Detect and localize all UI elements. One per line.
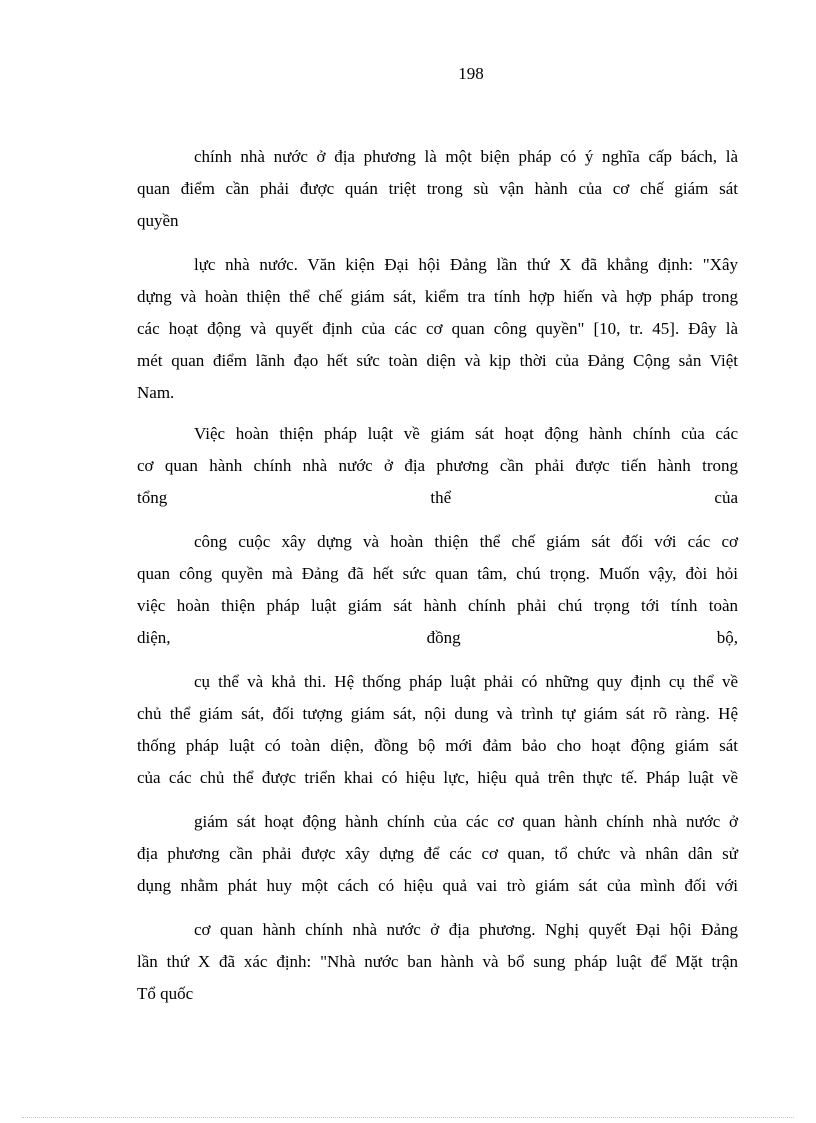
paragraph: [137, 141, 738, 237]
text-line: Nam.: [137, 383, 175, 402]
paragraph: [137, 526, 738, 654]
document-body: [137, 141, 738, 1010]
text-line: diện, đồng bộ,: [137, 628, 738, 647]
text-line: cụ thể và khả thi. Hệ thống pháp luật phải có những quy định cụ thể về: [194, 672, 738, 691]
text-line: dựng và hoàn thiện thể chế giám sát, kiểm tra tính hợp hiến và hợp pháp trong: [137, 287, 738, 306]
text-line: Tổ quốc: [137, 984, 194, 1003]
text-line: quan điểm cần phải được quán triệt trong sù vận hành của cơ chế giám sát: [137, 179, 738, 198]
text-line: chủ thể giám sát, đối tượng giám sát, nội dung và trình tự giám sát rõ ràng. Hệ: [137, 704, 738, 723]
text-line: cơ quan hành chính nhà nước ở địa phương. Nghị quyết Đại hội Đảng: [194, 920, 738, 939]
text-line: chính nhà nước ở địa phương là một biện pháp có ý nghĩa cấp bách, là: [194, 147, 738, 166]
text-line: quyền: [137, 211, 179, 230]
text-line: quan công quyền mà Đảng đã hết sức quan tâm, chú trọng. Muốn vậy, đòi hỏi: [137, 564, 738, 583]
text-line: việc hoàn thiện pháp luật giám sát hành chính phải chú trọng tới tính toàn: [137, 596, 738, 615]
text-line: lực nhà nước. Văn kiện Đại hội Đảng lần thứ X đã khẳng định: "Xây: [194, 255, 738, 274]
text-line: địa phương cần phải được xây dựng để các cơ quan, tổ chức và nhân dân sử: [137, 844, 738, 863]
paragraph: [137, 806, 738, 902]
text-line: mét quan điểm lãnh đạo hết sức toàn diện và kịp thời của Đảng Cộng sản Việt: [137, 351, 738, 370]
page-number: [0, 64, 816, 84]
text-line: tổng thể của: [137, 488, 738, 507]
text-line: của các chủ thể được triển khai có hiệu lực, hiệu quả trên thực tế. Pháp luật về: [137, 768, 738, 787]
text-line: công cuộc xây dựng và hoàn thiện thể chế giám sát đối với các cơ: [194, 532, 738, 551]
text-line: lần thứ X đã xác định: "Nhà nước ban hành và bổ sung pháp luật để Mặt trận: [137, 952, 738, 971]
page-number-text: 198: [458, 64, 484, 83]
text-line: thống pháp luật có toàn diện, đồng bộ mới đảm bảo cho hoạt động giám sát: [137, 736, 738, 755]
text-line: cơ quan hành chính nhà nước ở địa phương cần phải được tiến hành trong: [137, 456, 738, 475]
paragraph: [137, 418, 738, 514]
paragraph: [137, 666, 738, 794]
paragraph: [137, 249, 738, 409]
text-line: giám sát hoạt động hành chính của các cơ quan hành chính nhà nước ở: [194, 812, 738, 831]
text-line: các hoạt động và quyết định của các cơ quan công quyền" [10, tr. 45]. Đây là: [137, 319, 738, 338]
page-bottom-divider: [22, 1117, 794, 1118]
text-line: dụng nhằm phát huy một cách có hiệu quả vai trò giám sát của mình đối với: [137, 876, 738, 895]
paragraph: [137, 914, 738, 1010]
text-line: Việc hoàn thiện pháp luật về giám sát hoạt động hành chính của các: [194, 424, 738, 443]
